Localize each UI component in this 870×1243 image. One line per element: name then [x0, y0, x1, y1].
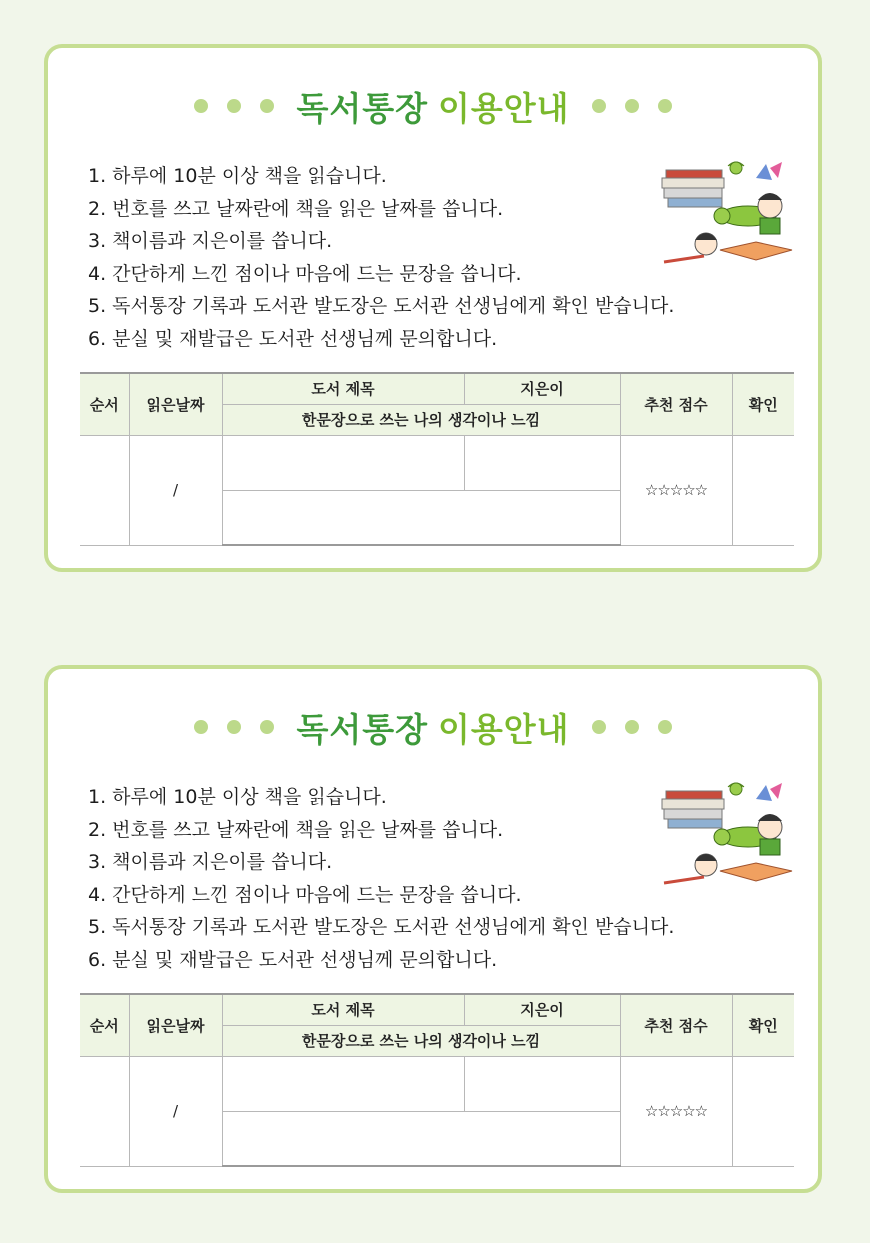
cell-confirm[interactable]: [732, 1056, 794, 1166]
rule-item: 2. 번호를 쓰고 날짜란에 책을 읽은 날짜를 씁니다.: [88, 818, 504, 841]
decorative-dots-left: [194, 720, 274, 734]
header-thoughts: 한문장으로 쓰는 나의 생각이나 느낌: [222, 1025, 620, 1056]
header-author: 지은이: [464, 994, 620, 1025]
cell-author[interactable]: [464, 1056, 620, 1111]
header-book-title: 도서 제목: [222, 994, 464, 1025]
header-date: 읽은날짜: [129, 373, 222, 435]
rule-item: 4. 간단하게 느낀 점이나 마음에 드는 문장을 씁니다.: [88, 883, 522, 906]
title-main: 독서통장: [296, 709, 428, 749]
header-thoughts: 한문장으로 쓰는 나의 생각이나 느낌: [222, 404, 620, 435]
rule-item: 6. 분실 및 재발급은 도서관 선생님께 문의합니다.: [88, 327, 498, 350]
title-sub: 이용안내: [438, 709, 570, 749]
card-title-row: [48, 84, 818, 128]
rule-item: 4. 간단하게 느낀 점이나 마음에 드는 문장을 씁니다.: [88, 262, 522, 285]
decorative-dots-right: [592, 99, 672, 113]
header-rating: 추천 점수: [620, 373, 732, 435]
rule-item: 1. 하루에 10분 이상 책을 읽습니다.: [88, 165, 387, 187]
cell-order[interactable]: [80, 435, 129, 545]
cell-order[interactable]: [80, 1056, 129, 1166]
rule-item: 2. 번호를 쓰고 날짜란에 책을 읽은 날짜를 씁니다.: [88, 197, 504, 220]
reading-passbook-card: [44, 44, 822, 572]
rule-item: 3. 책이름과 지은이를 씁니다.: [88, 851, 333, 873]
cell-date[interactable]: /: [129, 435, 222, 545]
card-title: [296, 704, 569, 751]
header-order: 순서: [80, 994, 129, 1056]
title-sub: 이용안내: [438, 88, 570, 128]
cell-author[interactable]: [464, 435, 620, 490]
kids-reading-books-illustration-icon: [658, 158, 796, 276]
card-title: [296, 83, 569, 130]
usage-rules-list: [88, 781, 674, 976]
rating-stars[interactable]: ☆☆☆☆☆: [620, 1056, 732, 1166]
header-confirm: 확인: [732, 373, 794, 435]
header-order: 순서: [80, 373, 129, 435]
reading-log-table: [80, 372, 794, 546]
reading-passbook-card: [44, 665, 822, 1193]
kids-reading-books-illustration-icon: [658, 779, 796, 897]
decorative-dots-left: [194, 99, 274, 113]
cell-thoughts[interactable]: [222, 490, 620, 545]
decorative-dots-right: [592, 720, 672, 734]
header-rating: 추천 점수: [620, 994, 732, 1056]
header-book-title: 도서 제목: [222, 373, 464, 404]
header-author: 지은이: [464, 373, 620, 404]
cell-thoughts[interactable]: [222, 1111, 620, 1166]
rule-item: 3. 책이름과 지은이를 씁니다.: [88, 230, 333, 252]
rating-stars[interactable]: ☆☆☆☆☆: [620, 435, 732, 545]
rule-item: 5. 독서통장 기록과 도서관 발도장은 도서관 선생님에게 확인 받습니다.: [88, 295, 675, 317]
rule-item: 6. 분실 및 재발급은 도서관 선생님께 문의합니다.: [88, 948, 498, 971]
header-date: 읽은날짜: [129, 994, 222, 1056]
rule-item: 1. 하루에 10분 이상 책을 읽습니다.: [88, 786, 387, 808]
cell-book-title[interactable]: [222, 435, 464, 490]
cell-book-title[interactable]: [222, 1056, 464, 1111]
reading-log-table: [80, 993, 794, 1167]
rule-item: 5. 독서통장 기록과 도서관 발도장은 도서관 선생님에게 확인 받습니다.: [88, 916, 675, 938]
header-confirm: 확인: [732, 994, 794, 1056]
card-title-row: [48, 705, 818, 749]
usage-rules-list: [88, 160, 674, 355]
cell-date[interactable]: /: [129, 1056, 222, 1166]
title-main: 독서통장: [296, 88, 428, 128]
cell-confirm[interactable]: [732, 435, 794, 545]
